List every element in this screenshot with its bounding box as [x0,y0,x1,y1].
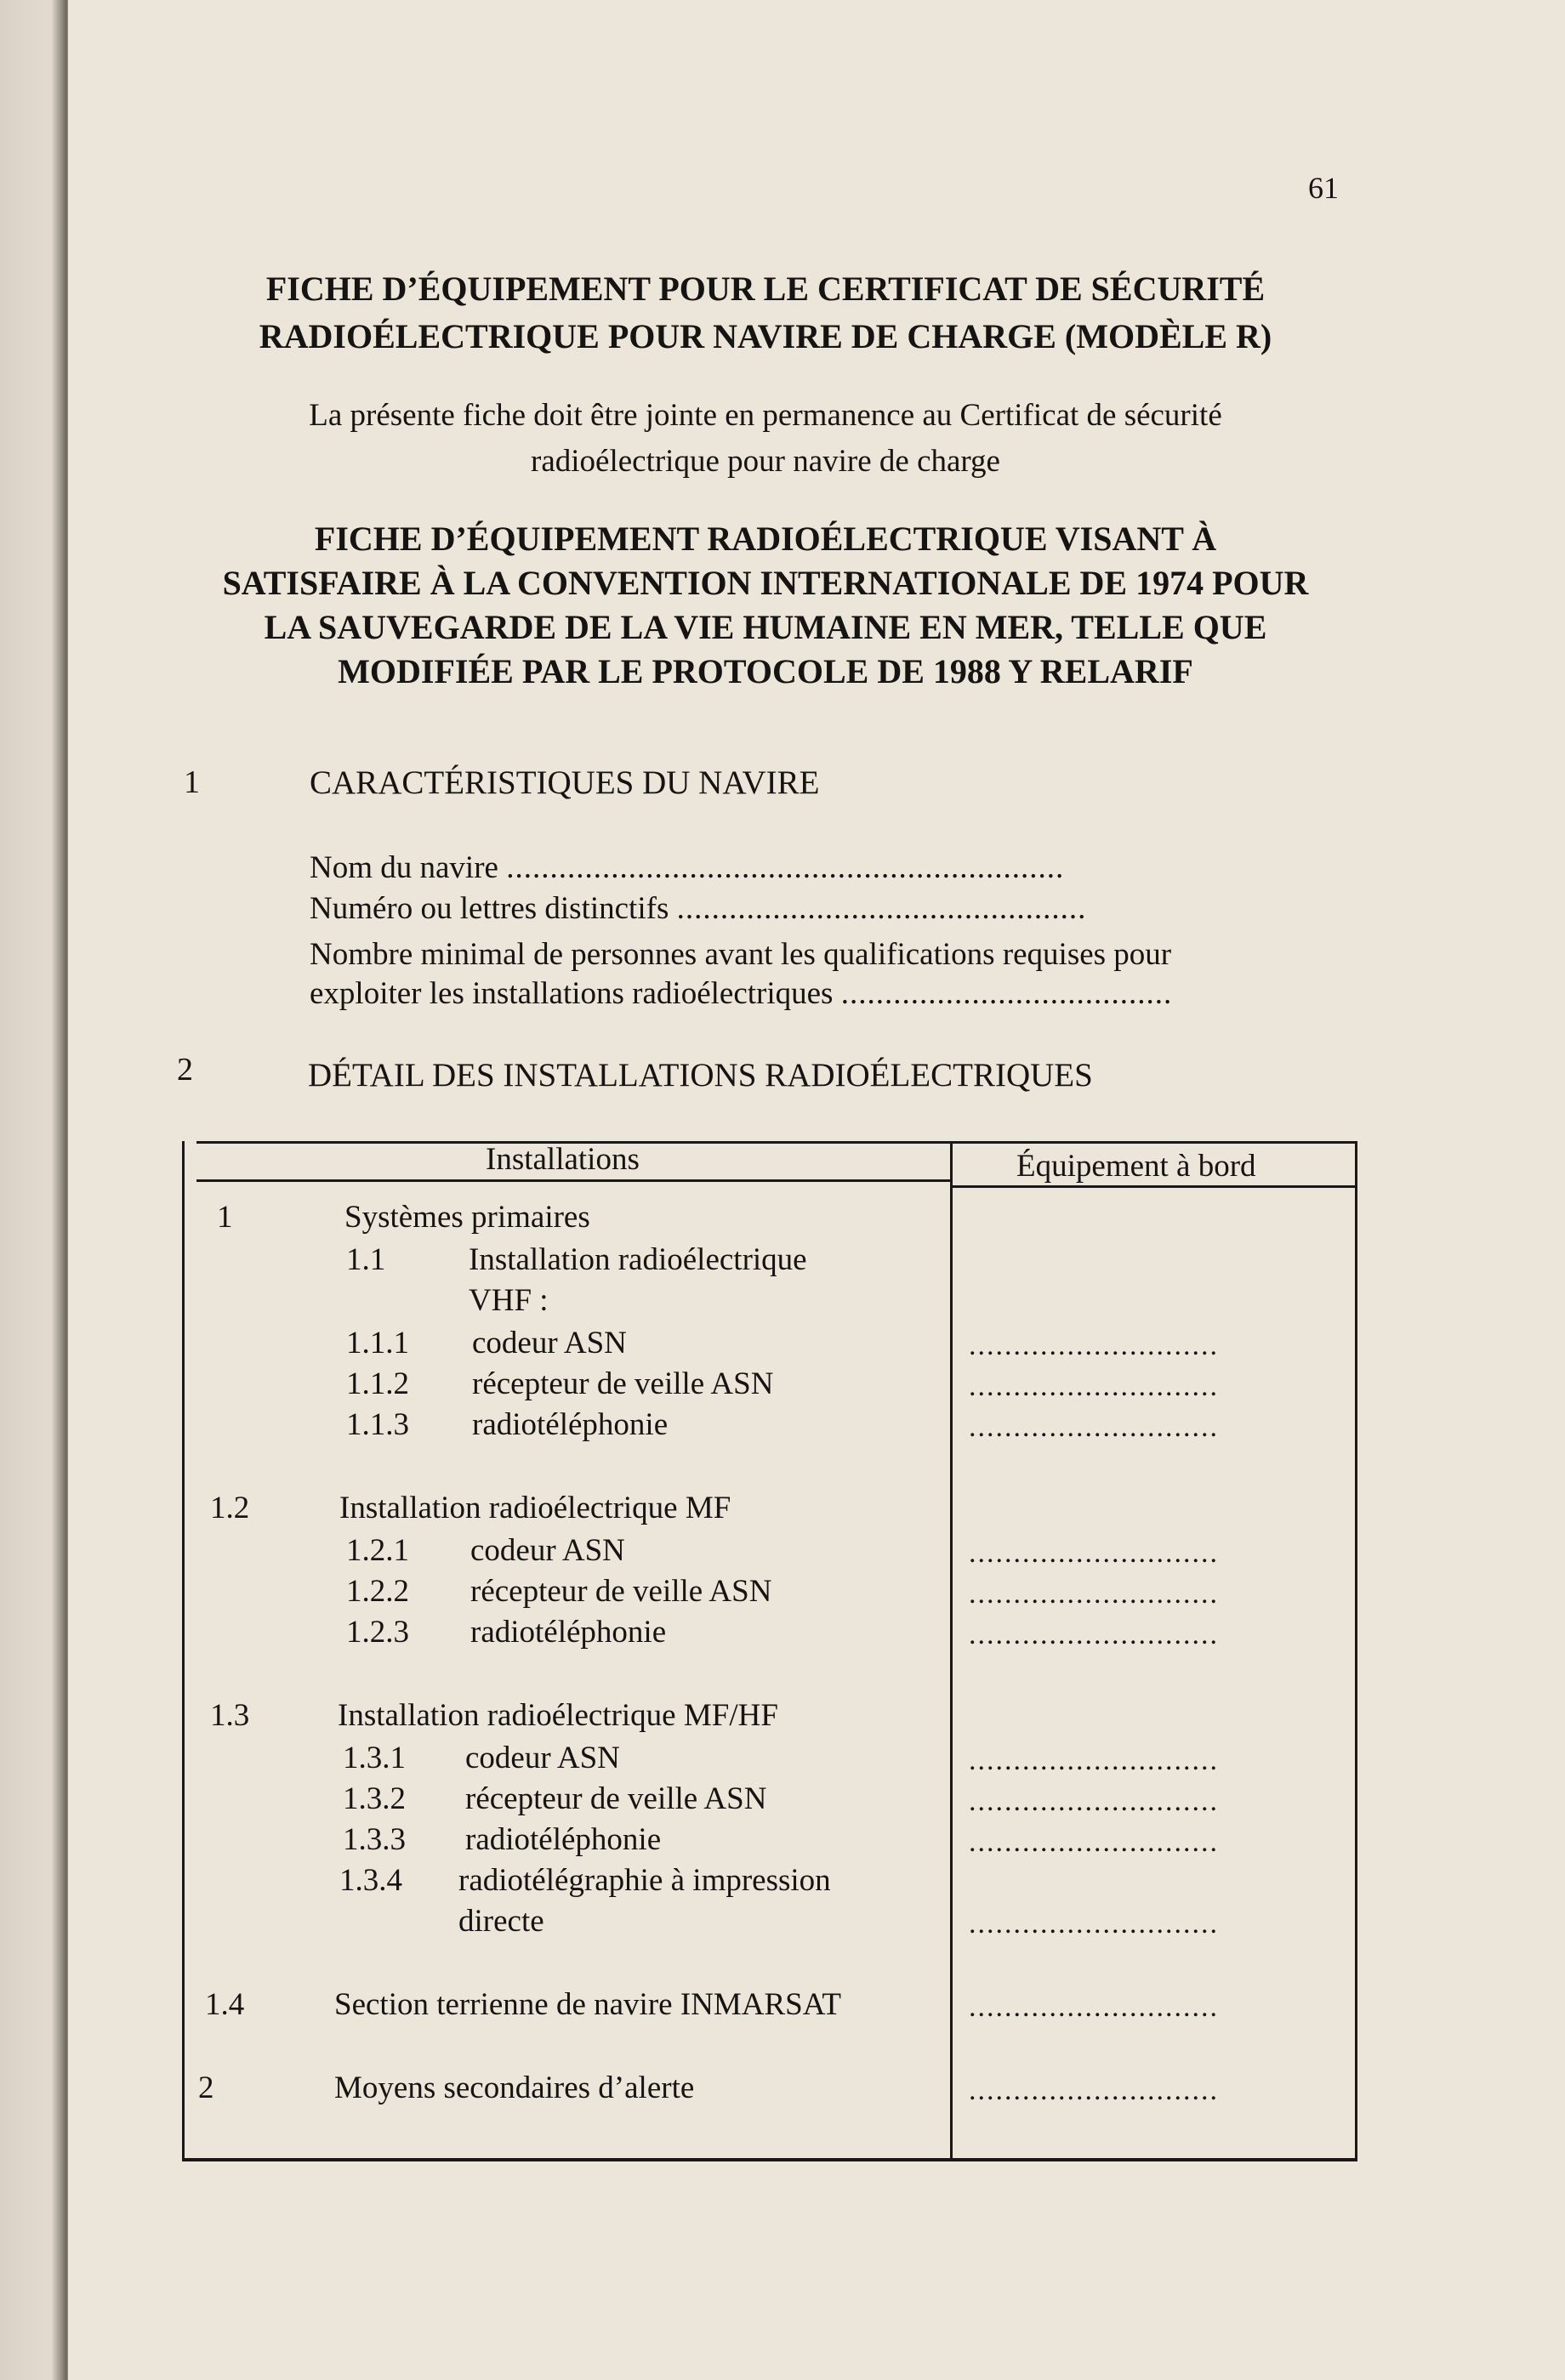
table-row-label: codeur ASN [472,1326,627,1360]
table-row-num: 1.3.2 [343,1781,406,1816]
table-row-num: 1.3.3 [343,1822,406,1857]
table-row-label: récepteur de veille ASN [465,1781,767,1816]
field-label: Nom du navire [310,850,498,885]
title-line: RADIOÉLECTRIQUE POUR NAVIRE DE CHARGE (MODÈLE R) [259,317,1272,355]
subtitle-line: FICHE D’ÉQUIPEMENT RADIOÉLECTRIQUE VISANT À [314,520,1217,558]
header-rule [950,1185,1355,1188]
table-row-num: 1.1 [346,1242,386,1277]
field-ship-name [310,847,1064,889]
table-row-num: 1.1.3 [346,1407,409,1442]
header-rule [196,1179,952,1182]
table-row-label: VHF : [469,1283,549,1318]
table-row-num: 1.4 [205,1987,245,2022]
table-row-label: Moyens secondaires d’alerte [334,2070,695,2105]
equipment-entry-line: ............................ [969,1330,1219,1361]
section-1-number: 1 [184,764,200,800]
header-equipment: Équipement à bord [1016,1149,1256,1184]
field-label: Nombre minimal de personnes avant les qualifications requises pour [310,937,1172,972]
table-row-label: récepteur de veille ASN [470,1574,772,1609]
table-row-num: 1.3.1 [343,1741,406,1775]
section-1-title: CARACTÉRISTIQUES DU NAVIRE [310,764,820,801]
field-label: exploiter les installations radioélectriques [310,976,834,1011]
equipment-entry-line: ............................ [969,1619,1219,1650]
table-row-num: 1.2.2 [346,1574,409,1609]
table-row-label: directe [458,1904,544,1939]
table-row-label: radiotéléphonie [472,1407,669,1442]
table-row-num: 1.3.4 [339,1863,402,1898]
table-row-label: Installation radioélectrique MF/HF [338,1698,778,1733]
equipment-entry-line: ............................ [969,1786,1219,1817]
intro-line: radioélectrique pour navire de charge [531,444,1000,479]
section-2-number: 2 [177,1052,193,1088]
table-row-label: radiotéléphonie [470,1615,667,1650]
field-dots: ............................................... [676,891,1087,926]
equipment-entry-line: ............................ [969,1537,1219,1569]
subtitle-line: LA SAUVEGARDE DE LA VIE HUMAINE EN MER, TELLE QUE [264,608,1267,646]
table-row-num: 1.1.1 [346,1326,409,1360]
equipment-entry-line: ............................ [969,1826,1219,1858]
equipment-entry-line: ............................ [969,1578,1219,1610]
field-label: Numéro ou lettres distinctifs [310,891,669,926]
equipment-table [182,1141,1357,2161]
book-binding-edge [0,0,68,2380]
table-row-label: codeur ASN [470,1533,625,1568]
field-min-persons [310,934,1171,976]
table-row-label: radiotélégraphie à impression [458,1863,831,1898]
table-top-rule [196,1141,1355,1144]
table-row-label: codeur ASN [465,1741,620,1775]
intro-line: La présente fiche doit être jointe en permanence au Certificat de sécurité [309,398,1222,433]
subtitle-line: SATISFAIRE À LA CONVENTION INTERNATIONALE DE 1974 POUR [222,564,1309,602]
table-row-label: Systèmes primaires [344,1200,590,1235]
column-divider [950,1141,953,2158]
document-title [153,265,1378,361]
equipment-entry-line: ............................ [969,1991,1219,2023]
equipment-entry-line: ............................ [969,2075,1219,2106]
table-row-label: Installation radioélectrique [469,1242,807,1277]
title-line: FICHE D’ÉQUIPEMENT POUR LE CERTIFICAT DE SÉCURITÉ [265,270,1266,308]
field-dots: ...................................... [840,976,1173,1011]
equipment-entry-line: ............................ [969,1745,1219,1776]
field-min-persons-cont [310,973,1172,1015]
table-row-num: 1.2.1 [346,1533,409,1568]
section-2-title: DÉTAIL DES INSTALLATIONS RADIOÉLECTRIQUES [308,1057,1093,1093]
table-row-label: Section terrienne de navire INMARSAT [334,1987,841,2022]
table-row-num: 1.2 [210,1491,250,1525]
field-call-sign [310,888,1086,930]
table-row-label: récepteur de veille ASN [472,1366,774,1401]
table-row-label: radiotéléphonie [465,1822,662,1857]
intro-note [153,393,1378,485]
equipment-entry-line: ............................ [969,1908,1219,1940]
page-number: 61 [1308,171,1339,205]
table-row-num: 2 [198,2070,214,2105]
table-row-label: Installation radioélectrique MF [339,1491,731,1525]
document-subtitle [153,517,1378,694]
table-row-num: 1.1.2 [346,1366,409,1401]
header-installations: Installations [486,1142,640,1177]
table-row-num: 1.2.3 [346,1615,409,1650]
table-row-num: 1 [217,1200,233,1235]
equipment-entry-line: ............................ [969,1371,1219,1402]
field-dots: ................................................................ [506,850,1065,885]
table-row-num: 1.3 [210,1698,250,1733]
equipment-entry-line: ............................ [969,1412,1219,1443]
subtitle-line: MODIFIÉE PAR LE PROTOCOLE DE 1988 Y RELARIF [338,652,1193,690]
